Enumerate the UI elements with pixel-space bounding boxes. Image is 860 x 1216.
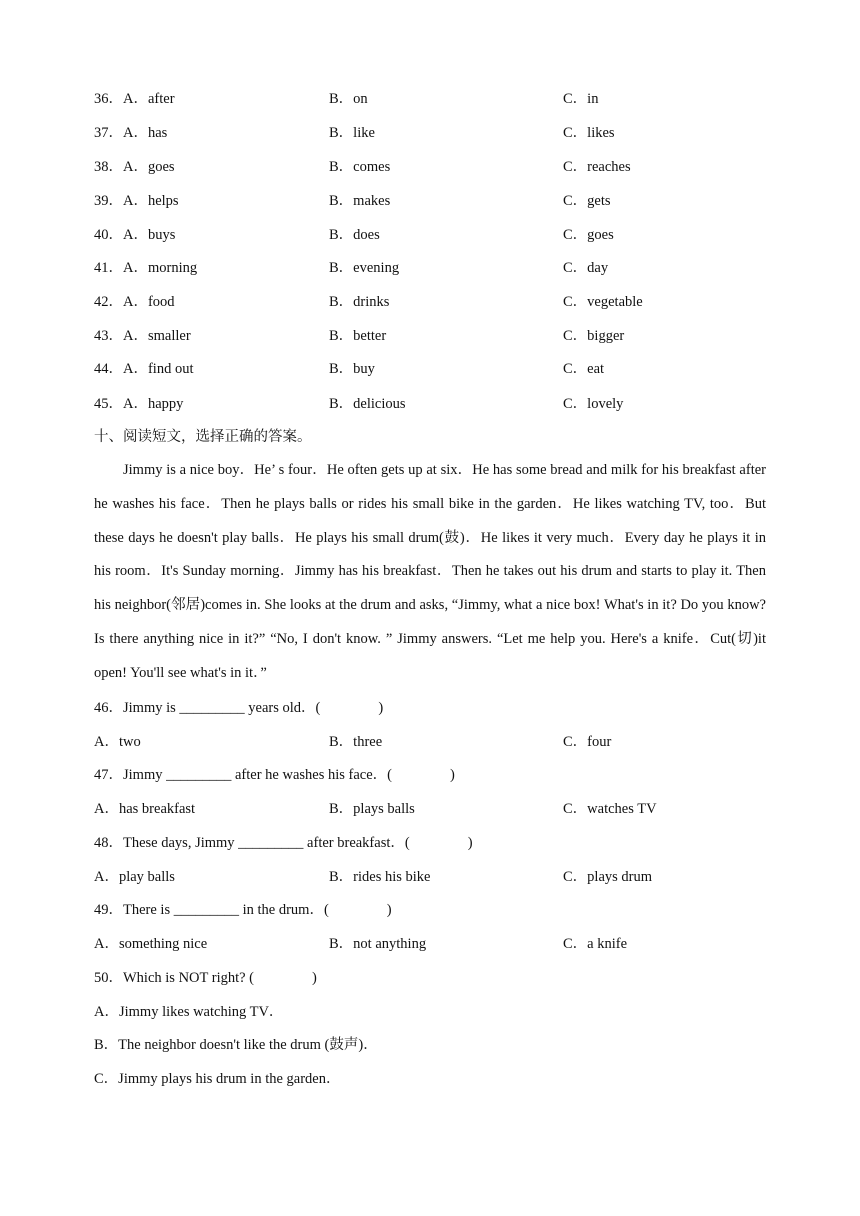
option-a: A．has breakfast [94, 801, 196, 817]
option-a: 41．A．morning [94, 260, 198, 276]
q48-options [94, 866, 774, 888]
option-c: C．four [563, 734, 612, 750]
mc-row-43 [94, 325, 774, 347]
q47-options [94, 798, 774, 820]
mc-row-44 [94, 358, 774, 380]
option-c: C．a knife [563, 936, 628, 952]
mc-row-37 [94, 122, 774, 144]
option-c: C．likes [563, 125, 615, 141]
option-b: B．on [329, 91, 368, 107]
q50-option-a: A．Jimmy likes watching TV． [94, 1004, 284, 1020]
question-46: 46．Jimmy is _________ years old．( ) [94, 700, 384, 716]
mc-row-45 [94, 393, 774, 415]
mc-row-38 [94, 156, 774, 178]
option-c: C．lovely [563, 396, 624, 412]
option-b: B．plays balls [329, 801, 415, 817]
option-b: B．drinks [329, 294, 390, 310]
option-c: C．watches TV [563, 801, 657, 817]
mc-row-40 [94, 224, 774, 246]
question-47: 47．Jimmy _________ after he washes his face．( ) [94, 767, 455, 783]
option-c: C．plays drum [563, 869, 653, 885]
option-a: 39．A．helps [94, 193, 179, 209]
option-b: B．evening [329, 260, 400, 276]
q49-options [94, 933, 774, 955]
q50-option-b: B．The neighbor doesn't like the drum (鼓声)． [94, 1037, 378, 1053]
option-b: B．like [329, 125, 375, 141]
option-b: B．comes [329, 159, 391, 175]
option-a: 44．A．find out [94, 361, 194, 377]
option-c: C．bigger [563, 328, 625, 344]
option-a: A．play balls [94, 869, 175, 885]
passage-text: Jimmy is a nice boy．He’ s four．He often gets up at six．He has some bread and milk for his breakfast after he washes his face．Then he plays balls or rides his small bike in the garden．He likes watching TV, too．But these days he doesn't play balls．He plays his small drum(鼓)．He likes it very much．Every day he plays it in his room．It's Sunday morning．Jimmy has his breakfast．Then he takes out his drum and starts to play it. Then his neighbor(邻居)comes in. She looks at the drum and asks, “Jimmy, what a nice box! What's in it? Do you know? Is there anything nice in it?” “No, I don't know. ” Jimmy answers. “Let me help you. Here's a knife．Cut(切)it open! You'll see what's in it．” [94, 462, 766, 681]
option-a: A．two [94, 734, 141, 750]
question-48: 48．These days, Jimmy _________ after breakfast．( ) [94, 835, 473, 851]
option-b: B．delicious [329, 396, 406, 412]
option-b: B．better [329, 328, 387, 344]
reading-passage [94, 454, 766, 691]
option-c: C．goes [563, 227, 614, 243]
option-c: C．day [563, 260, 609, 276]
option-a: 40．A．buys [94, 227, 176, 243]
option-a: 45．A．happy [94, 396, 184, 412]
mc-row-42 [94, 291, 774, 313]
option-c: C．gets [563, 193, 611, 209]
option-c: C．in [563, 91, 599, 107]
option-c: C．reaches [563, 159, 631, 175]
option-c: C．eat [563, 361, 605, 377]
question-50: 50．Which is NOT right? ( ) [94, 970, 317, 986]
option-b: B．buy [329, 361, 375, 377]
option-a: 38．A．goes [94, 159, 175, 175]
option-b: B．not anything [329, 936, 427, 952]
option-a: 37．A．has [94, 125, 168, 141]
mc-row-36 [94, 88, 774, 110]
mc-row-39 [94, 190, 774, 212]
q50-option-c: C．Jimmy plays his drum in the garden． [94, 1071, 341, 1087]
option-a: 36．A．after [94, 91, 175, 107]
option-a: 43．A．smaller [94, 328, 191, 344]
option-a: 42．A．food [94, 294, 175, 310]
mc-row-41 [94, 257, 774, 279]
option-c: C．vegetable [563, 294, 643, 310]
option-b: B．does [329, 227, 380, 243]
option-b: B．three [329, 734, 383, 750]
q46-options [94, 731, 774, 753]
option-a: A．something nice [94, 936, 208, 952]
question-49: 49．There is _________ in the drum．( ) [94, 902, 392, 918]
option-b: B．makes [329, 193, 391, 209]
section-title: 十、阅读短文，选择正确的答案。 [94, 429, 312, 445]
option-b: B．rides his bike [329, 869, 431, 885]
